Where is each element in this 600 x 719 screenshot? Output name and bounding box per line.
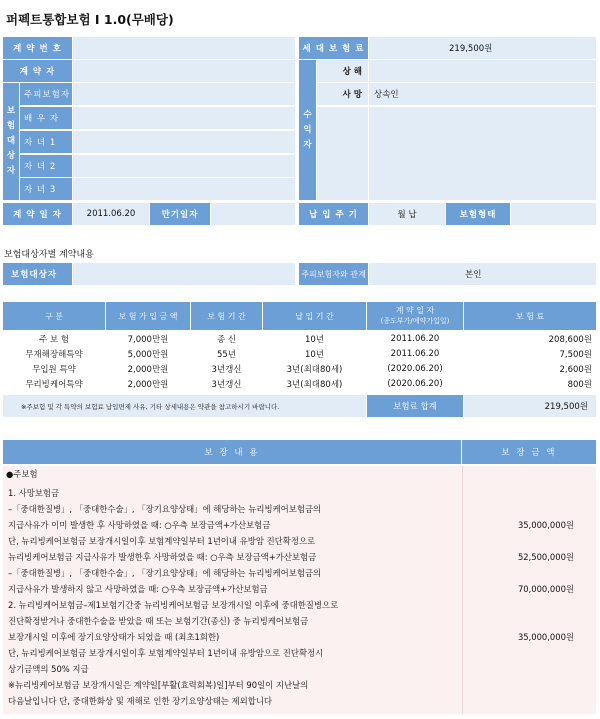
table-cell: 3년갱신 bbox=[211, 365, 242, 375]
beneficiary-label: 수 익 자 bbox=[299, 60, 316, 200]
relation-label: 주피보험자와 관계 bbox=[299, 263, 368, 285]
insured-person-label: 보험대상자 bbox=[3, 263, 72, 285]
col-header-amount: 보 험 가 입 금 액 bbox=[106, 302, 190, 330]
insured-child2-value bbox=[73, 155, 295, 177]
maturity-beneficiary-label: 상 해 bbox=[317, 60, 368, 82]
table-cell: 무입원 특약 bbox=[32, 365, 76, 375]
contractor-label: 계 약 자 bbox=[3, 60, 72, 82]
insured-child3-label: 자 녀 3 bbox=[20, 178, 72, 200]
benefit-line: 상기금액의 50% 지급 bbox=[8, 664, 89, 674]
benefit-line: 보장개시일 이후에 장기요양상태가 되었을 때 (최초1회한) bbox=[8, 632, 220, 642]
insured-child1-label: 자 녀 1 bbox=[20, 131, 72, 153]
benefit-amount: 35,000,000원 bbox=[517, 520, 574, 530]
benefit-line: 진단확정받거나 중대한수술을 받았을 때 또는 보험기간(종신) 중 뉴리빙케어보험금 bbox=[8, 616, 309, 626]
col-header-payment-period: 납 입 기 간 bbox=[263, 302, 366, 330]
benefit-content-header: 보 장 내 용 bbox=[3, 440, 461, 464]
contract-date-value: 2011.06.20 bbox=[73, 203, 149, 225]
col-header-period: 보 험 기 간 bbox=[191, 302, 262, 330]
table-cell: 2,600원 bbox=[559, 365, 592, 375]
table-cell: 무재해장해특약 bbox=[25, 350, 83, 360]
table-cell: 2011.06.20 bbox=[390, 349, 440, 359]
benefit-line: 지급사유가 이미 발생한 후 사망하였을 때: ○우측 보장금액+가산보험금 bbox=[8, 520, 271, 530]
contract-date-label: 계 약 일 자 bbox=[3, 203, 72, 225]
table-cell: 종 신 bbox=[216, 335, 237, 345]
col-header-contract-date: 계 약 일 자 (종도부가/예약가입일) bbox=[367, 302, 463, 330]
insured-section-heading: 보험대상자별 계약내용 bbox=[4, 250, 94, 260]
table-cell: (2020.06.20) bbox=[387, 364, 443, 374]
contract-number-label: 계 약 번 호 bbox=[3, 37, 72, 59]
benefit-amount: 52,500,000원 bbox=[517, 552, 574, 562]
benefit-line: –「중대한질병」, 「중대한수술」, 「장기요양상태」에 해당하는 뉴리빙케어보험금의 bbox=[8, 504, 322, 514]
contract-number-value bbox=[73, 37, 295, 59]
insured-person-value bbox=[73, 263, 295, 285]
benefits-divider bbox=[462, 466, 463, 714]
premium-footnote: ※주보험 및 각 특약의 보험료 납입면제 사유, 기타 상세내용은 약관을 참고하시기 바랍니다. bbox=[3, 395, 366, 417]
household-premium-value: 219,500원 bbox=[369, 37, 596, 59]
table-cell: (2020.06.20) bbox=[387, 379, 443, 389]
benefit-amount-header: 보 장 금 액 bbox=[462, 440, 596, 464]
insured-child1-value bbox=[73, 131, 295, 153]
table-cell: 208,600원 bbox=[548, 335, 592, 345]
death-beneficiary-value: 상속인 bbox=[369, 83, 596, 105]
payment-cycle-label: 납 입 주 기 bbox=[299, 203, 368, 225]
table-cell: 3년갱신 bbox=[211, 380, 242, 390]
table-cell: 3년(최대80세) bbox=[286, 365, 343, 375]
col-header-category: 구 분 bbox=[3, 302, 105, 330]
beneficiary-extra-value bbox=[369, 107, 596, 200]
insured-main-label: 주피보험자 bbox=[20, 83, 72, 105]
table-cell: 800원 bbox=[567, 380, 592, 390]
payment-cycle-value: 월 납 bbox=[369, 203, 445, 225]
relation-value: 본인 bbox=[369, 263, 596, 285]
table-cell: 55년 bbox=[216, 350, 237, 360]
insurance-type-label: 보험형태 bbox=[446, 203, 510, 225]
table-cell: 2,000만원 bbox=[127, 365, 169, 375]
insured-group-label: 보 험 대 상 자 bbox=[3, 83, 19, 200]
benefit-line: 지급사유가 발생하지 않고 사망하였을 때: ○우측 보장금액+가산보험금 bbox=[8, 584, 268, 594]
table-cell: 3년(최대80세) bbox=[286, 380, 343, 390]
benefit-line: 2. 뉴리빙케어보험금–제1보험기간중 뉴리빙케어보험금 보장개시일 이후에 중대한질병으로 bbox=[8, 600, 339, 610]
table-cell: 7,000만원 bbox=[127, 335, 169, 345]
benefit-amount: 70,000,000원 bbox=[517, 584, 574, 594]
insurance-type-value bbox=[511, 203, 596, 225]
benefit-amount: 35,000,000원 bbox=[517, 632, 574, 642]
insured-child3-value bbox=[73, 178, 295, 200]
premium-total-label: 보험료 합계 bbox=[367, 395, 463, 417]
table-cell: 2011.06.20 bbox=[390, 334, 440, 344]
table-cell: 2,000만원 bbox=[127, 380, 169, 390]
benefit-section-title: ●주보험 bbox=[6, 469, 38, 479]
benefit-line: 1. 사망보험금 bbox=[8, 488, 60, 498]
benefit-line: ※뉴리빙케어보험금 보장개시일은 계약일[부활(효력회복)일]부터 90일이 지난날의 bbox=[8, 680, 309, 690]
col-header-premium: 보 험 료 bbox=[464, 302, 596, 330]
document-title: 퍼펙트통합보험 I 1.0(무배당) bbox=[6, 12, 174, 27]
benefit-line: 뉴리빙케어보험금 지급사유가 발생한후 사망하였을 때: ○우측 보장금액+가산보험금 bbox=[8, 552, 317, 562]
death-beneficiary-label: 사 망 bbox=[317, 83, 368, 105]
insured-main-value bbox=[73, 83, 295, 105]
table-cell: 주 보 험 bbox=[38, 335, 70, 345]
benefit-line: 다음날입니다 단, 중대한화상 및 재해로 인한 장기요양상태는 제외합니다 bbox=[8, 696, 273, 706]
benefit-line: –「중대한질병」, 「중대한수술」, 「장기요양상태」에 해당하는 뉴리빙케어보험금의 bbox=[8, 568, 322, 578]
table-cell: 10년 bbox=[304, 335, 325, 345]
insured-spouse-label: 배 우 자 bbox=[20, 107, 72, 129]
maturity-date-value bbox=[211, 203, 295, 225]
table-cell: 무리빙케어특약 bbox=[25, 380, 83, 390]
insured-spouse-value bbox=[73, 107, 295, 129]
maturity-beneficiary-value bbox=[369, 60, 596, 82]
benefit-line: 단, 뉴리빙케어보험금 보장개시일이후 보험계약일부터 1년이내 유방암으로 진단확정시 bbox=[8, 648, 324, 658]
maturity-date-label: 만기일자 bbox=[150, 203, 210, 225]
benefit-line: 단, 뉴리빙케어보험금 보장개시일이후 보험계약일부터 1년이내 유방암 진단확정으로 bbox=[8, 536, 316, 546]
table-cell: 10년 bbox=[304, 350, 325, 360]
contractor-value bbox=[73, 60, 295, 82]
table-cell: 7,500원 bbox=[559, 350, 592, 360]
beneficiary-extra-cell bbox=[317, 107, 368, 200]
household-premium-label: 세 대 보 험 료 bbox=[299, 37, 368, 59]
insured-child2-label: 자 녀 2 bbox=[20, 155, 72, 177]
table-cell: 5,000만원 bbox=[127, 350, 169, 360]
premium-total-value: 219,500원 bbox=[464, 395, 596, 417]
